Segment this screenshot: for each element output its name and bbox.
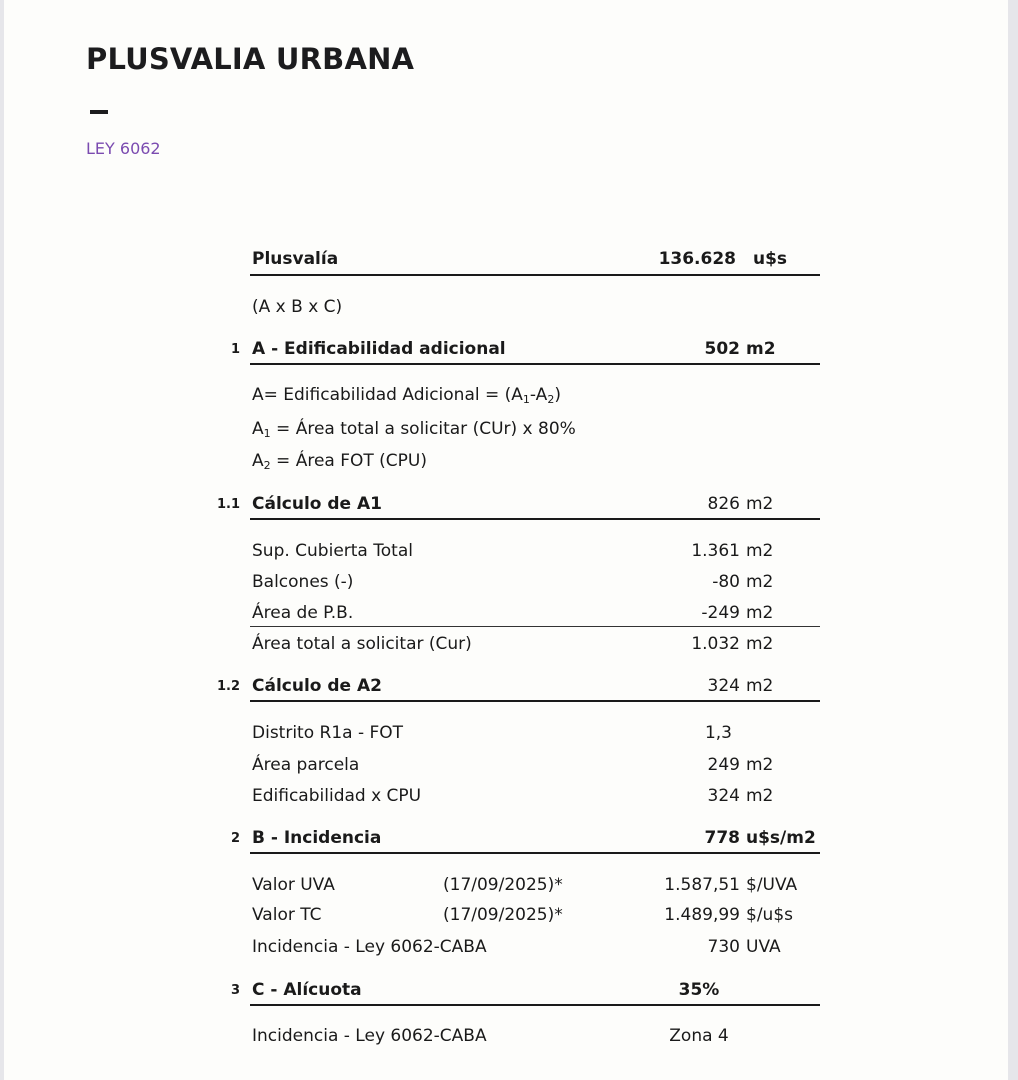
- definition-a1: [4, 419, 1008, 443]
- row-value: 324: [707, 786, 740, 806]
- definition-a1-text: = Área total a solicitar (CUr) x 80%: [270, 419, 576, 439]
- row-unit: $/u$s: [746, 905, 793, 925]
- table-row: [4, 603, 1008, 627]
- summary-label: Plusvalía: [252, 249, 339, 269]
- table-row: [4, 905, 1008, 929]
- formula-text: (A x B x C): [252, 297, 343, 317]
- section-a2-rule: [250, 700, 820, 702]
- row-value: Zona 4: [669, 1026, 729, 1046]
- section-a2-header: [4, 676, 1008, 700]
- section-a2-label: Cálculo de A2: [252, 676, 382, 696]
- section-b-rule: [250, 852, 820, 854]
- row-label: Balcones (-): [252, 572, 354, 592]
- row-value: -249: [701, 603, 740, 623]
- row-date: (17/09/2025)*: [443, 905, 563, 925]
- section-c-rule: [250, 1004, 820, 1006]
- row-label: Área de P.B.: [252, 603, 354, 623]
- table-row: [4, 723, 1008, 747]
- row-date: (17/09/2025)*: [443, 875, 563, 895]
- row-label: Área parcela: [252, 755, 360, 775]
- row-value: 1.361: [691, 541, 740, 561]
- row-unit: m2: [746, 603, 774, 623]
- row-unit: m2: [746, 541, 774, 561]
- section-a2-number: 1.2: [216, 679, 240, 694]
- section-a-number: 1: [230, 342, 240, 357]
- row-value: 1,3: [704, 723, 732, 743]
- definition-a-suffix: ): [554, 385, 561, 405]
- section-b-label: B - Incidencia: [252, 828, 382, 848]
- table-row: [4, 786, 1008, 810]
- section-a2-unit: m2: [746, 676, 774, 696]
- section-a1-number: 1.1: [216, 497, 240, 512]
- total-label: Área total a solicitar (Cur): [252, 634, 472, 654]
- total-row: [4, 634, 1008, 658]
- section-b-header: [4, 828, 1008, 852]
- section-a-label: A - Edificabilidad adicional: [252, 339, 506, 359]
- document-subtitle: LEY 6062: [86, 139, 161, 158]
- section-a-header: [4, 339, 1008, 363]
- row-unit: UVA: [746, 937, 781, 957]
- calculation-sheet: [4, 0, 1008, 1080]
- section-a-value: 502: [704, 339, 740, 359]
- section-a2-value: 324: [707, 676, 740, 696]
- table-row: [4, 572, 1008, 596]
- section-a1-rule: [250, 518, 820, 520]
- definition-a-text: A= Edificabilidad Adicional = (A: [252, 385, 523, 405]
- row-unit: m2: [746, 786, 774, 806]
- summary-row: [4, 249, 1008, 273]
- subscript-2: 2: [547, 393, 555, 406]
- definition-a1-symbol: A: [252, 419, 264, 439]
- section-b-unit: u$s/m2: [746, 828, 816, 848]
- subscript-2: 2: [263, 459, 271, 472]
- section-a1-label: Cálculo de A1: [252, 494, 382, 514]
- section-a1-value: 826: [707, 494, 740, 514]
- summary-rule: [250, 274, 820, 276]
- section-c-value: 35%: [678, 980, 720, 1000]
- section-b-value: 778: [704, 828, 740, 848]
- definition-a: [4, 385, 1008, 409]
- table-row: [4, 1026, 1008, 1050]
- table-row: [4, 541, 1008, 565]
- row-label: Incidencia - Ley 6062-CABA: [252, 937, 487, 957]
- document-title: PLUSVALIA URBANA: [86, 42, 415, 76]
- table-row: [4, 755, 1008, 779]
- subscript-1: 1: [263, 427, 271, 440]
- formula-row: [4, 297, 1008, 321]
- definition-a2-symbol: A: [252, 451, 264, 471]
- row-value: 1.489,99: [664, 905, 740, 925]
- definition-a2: [4, 451, 1008, 475]
- row-value: 730: [707, 937, 740, 957]
- row-value: 249: [707, 755, 740, 775]
- definition-a2-text: = Área FOT (CPU): [270, 451, 427, 471]
- total-unit: m2: [746, 634, 774, 654]
- definition-a-mid: -A: [529, 385, 548, 405]
- section-c-number: 3: [230, 983, 240, 998]
- table-row: [4, 937, 1008, 961]
- subtotal-rule: [250, 626, 820, 627]
- section-a-rule: [250, 363, 820, 365]
- row-label: Edificabilidad x CPU: [252, 786, 422, 806]
- section-a-unit: m2: [746, 339, 776, 359]
- table-row: [4, 875, 1008, 899]
- section-c-label: C - Alícuota: [252, 980, 362, 1000]
- row-value: -80: [712, 572, 740, 592]
- subscript-1: 1: [522, 393, 530, 406]
- row-label: Sup. Cubierta Total: [252, 541, 413, 561]
- row-label: Valor UVA: [252, 875, 335, 895]
- row-label: Distrito R1a - FOT: [252, 723, 404, 743]
- section-a1-header: [4, 494, 1008, 518]
- document-page: [4, 0, 1008, 1080]
- row-unit: m2: [746, 572, 774, 592]
- section-c-header: [4, 980, 1008, 1004]
- row-value: 1.587,51: [664, 875, 740, 895]
- row-label: Valor TC: [252, 905, 322, 925]
- section-a1-unit: m2: [746, 494, 774, 514]
- row-label: Incidencia - Ley 6062-CABA: [252, 1026, 487, 1046]
- row-unit: $/UVA: [746, 875, 798, 895]
- section-b-number: 2: [230, 831, 240, 846]
- summary-unit: u$s: [753, 249, 788, 269]
- total-value: 1.032: [691, 634, 740, 654]
- row-unit: m2: [746, 755, 774, 775]
- summary-value: 136.628: [658, 249, 736, 269]
